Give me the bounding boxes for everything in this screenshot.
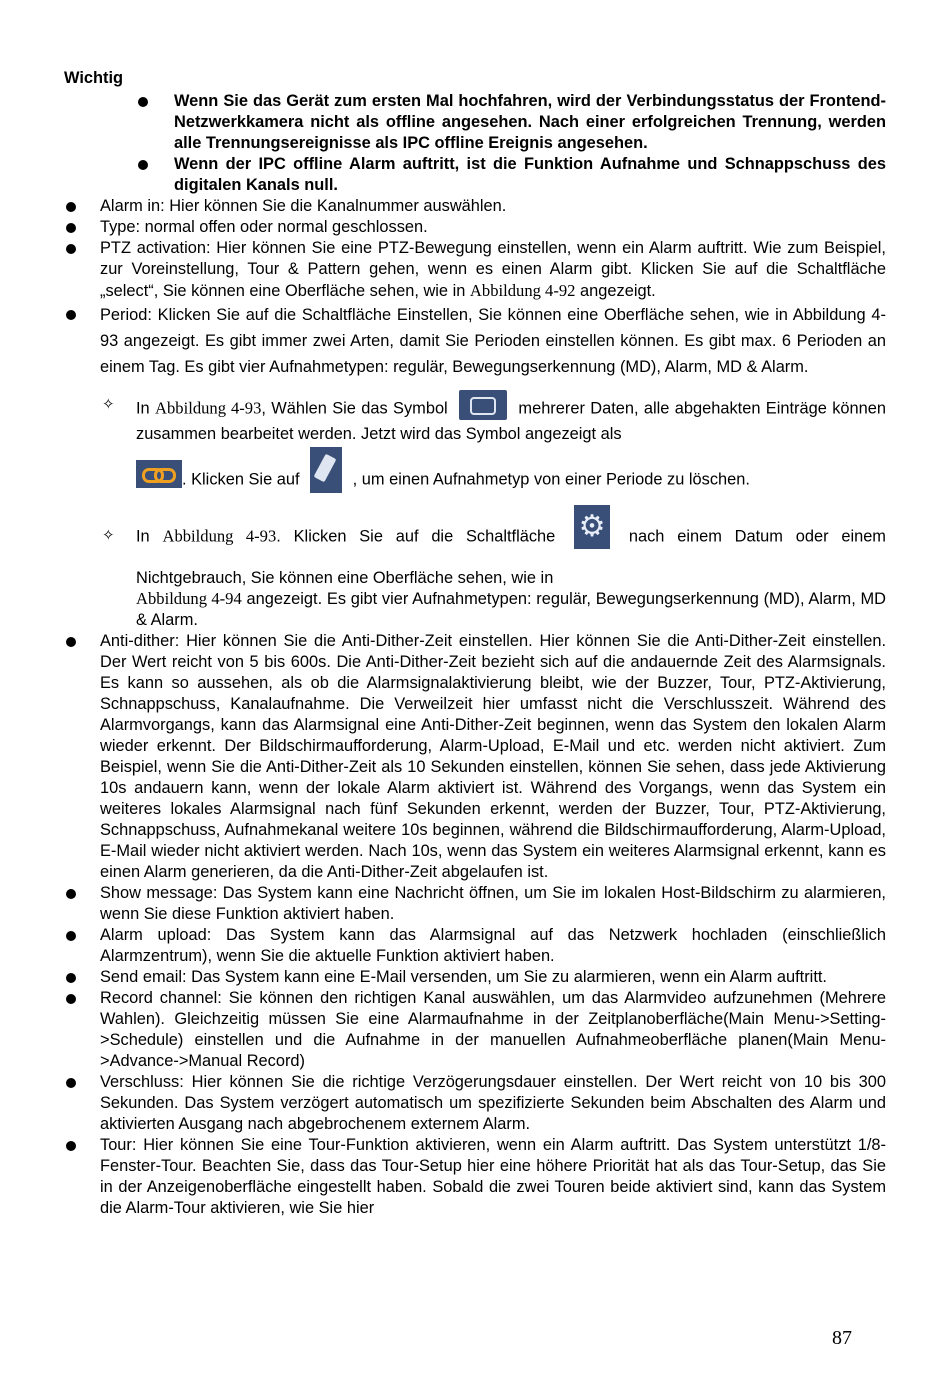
document-body [64, 68, 886, 1219]
link-icon [136, 460, 182, 488]
diamond-bullet-icon: ✧ [102, 526, 115, 544]
figure-reference: Abbildung 4-94 [136, 589, 242, 608]
ptz-text: PTZ activation: Hier können Sie eine PTZ-Bewegung einstellen, wenn ein Alarm auftritt. Wie zum Beispiel, zur Voreinstellung, Tour & Pattern gehen, wenn es einen Alarm gibt. Klicken Sie auf die Schaltfläche „select“, Sie können eine Oberfläche sehen, wie in [100, 239, 886, 300]
sub-item-line: . Klicken Sie auf , um einen Aufnahmetyp von einer Periode zu löschen. [136, 457, 886, 503]
list-item [64, 217, 886, 238]
item-text: Tour: Hier können Sie eine Tour-Funktion aktivieren, wenn ein Alarm auftritt. Das System unterstützt 1/8-Fenster-Tour. Beachten Sie, dass das Tour-Setup hier eine höhere Priorität hat als das Tour-Setup, das Sie in der Anzeigenoberfläche eingestellt haben. Sobald die zwei Touren beide aktiviert sind, kann das System die Alarm-Tour aktivieren, wie Sie hier [100, 1136, 886, 1217]
bullet-icon [66, 223, 76, 233]
bullet-icon [138, 97, 148, 107]
bullet-icon [66, 1078, 76, 1088]
item-text: Anti-dither: Hier können Sie die Anti-Dither-Zeit einstellen. Hier können Sie die Anti-Dither-Zeit einstellen. Der Wert reicht von 5 bis 600s. Die Anti-Dither-Zeit bezieht sich auf die andauernde Zeit des Alarmsignals. Es kann so aussehen, als ob die Alarmsignalaktivierung bleibt, wie der Buzzer, Tour, PTZ-Aktivierung, Schnappschuss, Kanalaufnahme. Die Verweilzeit hier umfasst nicht die Verschlusszeit. Während des Alarmvorgangs, kann das Alarmsignal eine Anti-Dither-Zeit beginnen, wenn das System den lokalen Alarm wieder erkennt. Der Bildschirmaufforderung, Alarm-Upload, E-Mail und etc. werden nicht aktiviert. Zum Beispiel, wenn Sie die Anti-Dither-Zeit als 10 Sekunden einstellen, können Sie sehen, dass jede Aktivierung 10s andauern kann, wenn der lokale Alarm aktiviert ist. Während des Vorgangs, wenn das System ein weiteres lokales Alarmsignal nach fünf Sekunden erkennt, werden der Buzzer, Tour, PTZ-Aktivierung, Schnappschuss, Aufnahmekanal weitere 10s beginnen, während die Bildschirmaufforderung, Alarm-Upload, E-Mail wieder nicht aktiviert werden. Nach 10s, wenn das System ein weiteres Alarmsignal erkennt, kann es einen Alarm generieren, da die Anti-Dither-Zeit abgelaufen ist. [100, 632, 886, 881]
list-item [64, 967, 886, 988]
bullet-icon [66, 637, 76, 647]
eraser-icon [310, 447, 342, 493]
gear-icon: ⚙ [574, 505, 610, 549]
bullet-icon [138, 160, 148, 170]
sub-item: ✧ In Abbildung 4-93. Klicken Sie auf die Schaltfläche ⚙ nach einem Datum oder einem Nichtgebrauch, Sie können eine Oberfläche sehen, wie in Abbildung 4-94 angezeigt. Es gibt vier Aufnahmetypen: regulär, Bewegungserkennung (MD), Alarm, MD & Alarm. [64, 515, 886, 631]
list-item-ptz [64, 238, 886, 302]
item-text: Alarm upload: Das System kann das Alarmsignal auf das Netzwerk hochladen (einschließlich Alarmzentrum), wenn Sie die aktuelle Funktion aktiviert haben. [100, 926, 886, 965]
multi-window-icon [459, 390, 507, 420]
bullet-icon [66, 1141, 76, 1151]
bullet-icon [66, 310, 76, 320]
heading-wichtig: Wichtig [64, 69, 124, 87]
bullet-icon [66, 994, 76, 1004]
figure-reference: Abbildung 4-93 [162, 526, 277, 546]
item-text: Alarm in: Hier können Sie die Kanalnummer auswählen. [100, 197, 507, 215]
sub-item: ✧ In Abbildung 4-93, Wählen Sie das Symbol mehrerer Daten, alle abgehakten Einträge können zusammen bearbeitet werden. Jetzt wird das Symbol angezeigt als . Klicken Sie auf , um einen Aufnahmetyp von einer Periode zu löschen. [64, 394, 886, 503]
diamond-bullet-icon: ✧ [102, 395, 115, 413]
figure-reference: Abbildung 4-93 [155, 398, 262, 418]
list-item [64, 1135, 886, 1219]
important-item [64, 154, 886, 196]
ptz-tail: angezeigt. [580, 282, 656, 300]
important-item [64, 91, 886, 154]
bullet-icon [66, 244, 76, 254]
list-item [64, 988, 886, 1072]
list-item [64, 883, 886, 925]
figure-reference: Abbildung 4-92 [469, 281, 576, 300]
page-number: 87 [832, 1327, 852, 1349]
list-item [64, 1072, 886, 1135]
list-item [64, 196, 886, 217]
period-text: Period: Klicken Sie auf die Schaltfläche Einstellen, Sie können eine Oberfläche sehen, wie in Abbildung 4-93 angezeigt. Es gibt immer zwei Arten, damit Sie Perioden einstellen können. Es gibt max. 6 Perioden an einem Tag. Es gibt vier Aufnahmetypen: regulär, Bewegungserkennung (MD), Alarm, MD & Alarm. [100, 306, 886, 376]
item-text: Record channel: Sie können den richtigen Kanal auswählen, um das Alarmvideo aufzunehmen (Mehrere Wahlen). Gleichzeitig müssen Sie eine Alarmaufnahme in der Zeitplanoberfläche(Main Menu->Setting->Schedule) einstellen und die Aufnahme in der manuellen Aufnahmeoberfläche planen(Main Menu->Advance->Manual Record) [100, 989, 886, 1070]
bullet-icon [66, 202, 76, 212]
list-item [64, 925, 886, 967]
item-text: Show message: Das System kann eine Nachricht öffnen, um Sie im lokalen Host-Bildschirm zu alarmieren, wenn Sie diese Funktion aktiviert haben. [100, 884, 886, 923]
item-text: Type: normal offen oder normal geschlossen. [100, 218, 428, 236]
bullet-icon [66, 973, 76, 983]
list-item [64, 631, 886, 883]
important-text: Wenn Sie das Gerät zum ersten Mal hochfahren, wird der Verbindungsstatus der Frontend-Netzwerkkamera nicht als offline angesehen. Nach einer erfolgreichen Trennung, werden alle Trennungsereignisse als IPC offline Ereignis angesehen. [174, 92, 886, 152]
item-text: Send email: Das System kann eine E-Mail versenden, um Sie zu alarmieren, wenn ein Alarm auftritt. [100, 968, 827, 986]
list-item-period [64, 302, 886, 380]
important-text: Wenn der IPC offline Alarm auftritt, ist die Funktion Aufnahme und Schnappschuss des digitalen Kanals null. [174, 155, 886, 194]
bullet-icon [66, 931, 76, 941]
bullet-icon [66, 889, 76, 899]
item-text: Verschluss: Hier können Sie die richtige Verzögerungsdauer einstellen. Der Wert reicht von 10 bis 300 Sekunden. Das System verzögert automatisch um spezifizierte Sekunden beim Abschalten des Alarm und aktivierten Ausgang nach abgebrochenem externem Alarm. [100, 1073, 886, 1133]
